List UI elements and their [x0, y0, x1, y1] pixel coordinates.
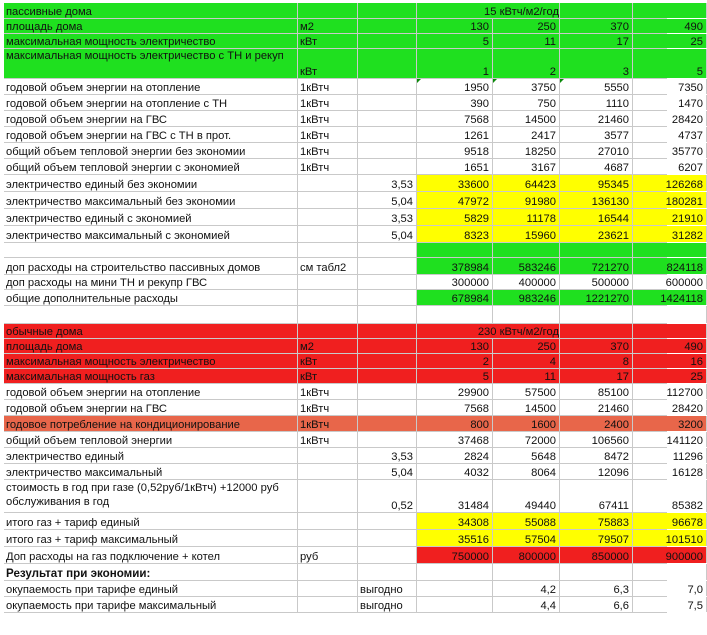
value-cell-130[interactable]: 2	[417, 354, 493, 368]
coef-cell[interactable]	[358, 143, 417, 158]
value-cell-370[interactable]: 106560	[560, 432, 633, 447]
row-label-cell[interactable]: окупаемость при тарифе единый	[4, 581, 298, 596]
coef-cell[interactable]	[358, 306, 417, 323]
value-cell-130[interactable]: 1261	[417, 127, 493, 142]
value-cell-490[interactable]: 96678	[633, 513, 707, 529]
table-row	[4, 209, 703, 226]
row-label-cell[interactable]: электричество единый без экономии	[4, 175, 298, 191]
value-cell-130[interactable]: 800	[417, 416, 493, 431]
unit-cell[interactable]	[298, 175, 358, 191]
value-cell-130[interactable]: 2824	[417, 448, 493, 463]
coef-cell[interactable]	[358, 547, 417, 563]
value-cell-370[interactable]: 12096	[560, 464, 633, 479]
value-cell-130[interactable]: 34308	[417, 513, 493, 529]
value-cell-250[interactable]: 11178	[493, 209, 560, 225]
table-row	[4, 464, 703, 480]
coef-cell[interactable]: 3,53	[358, 209, 417, 225]
value-cell-130[interactable]: 9518	[417, 143, 493, 158]
value-cell-250[interactable]: 1600	[493, 416, 560, 431]
coef-cell[interactable]	[358, 530, 417, 546]
coef-cell[interactable]	[358, 275, 417, 289]
row-label-cell[interactable]: годовой объем энергии на отопление с ТН	[4, 95, 298, 110]
value-cell-250[interactable]	[493, 306, 560, 323]
spacer-row	[4, 306, 667, 324]
coef-cell[interactable]	[358, 19, 417, 33]
value-cell-370[interactable]: 8472	[560, 448, 633, 463]
value-cell-250[interactable]: 64423	[493, 175, 560, 191]
unit-cell[interactable]	[298, 3, 358, 18]
value-cell-250[interactable]: 11	[493, 369, 560, 383]
coef-cell[interactable]	[358, 513, 417, 529]
row-label-cell[interactable]: общие дополнительные расходы	[4, 290, 298, 305]
coef-cell[interactable]	[358, 127, 417, 142]
value-cell-370[interactable]: 721270	[560, 258, 633, 274]
value-cell-490[interactable]: 7,5	[633, 597, 707, 612]
value-cell-370[interactable]: 79507	[560, 530, 633, 546]
row-label-cell[interactable]: площадь дома	[4, 339, 298, 353]
value-cell-130[interactable]: 1950	[417, 79, 493, 94]
table-row	[4, 34, 703, 49]
value-cell-490[interactable]: 31282	[633, 226, 707, 242]
value-cell-490[interactable]: 824118	[633, 258, 707, 274]
value-cell-370[interactable]: 6,6	[560, 597, 633, 612]
unit-cell[interactable]: 1кВтч	[298, 384, 358, 399]
unit-cell[interactable]: м2	[298, 19, 358, 33]
value-cell-250[interactable]	[493, 243, 560, 257]
value-cell-490[interactable]: 1470	[633, 95, 707, 110]
row-label-cell[interactable]: максимальная мощность газ	[4, 369, 298, 383]
regular-load-label[interactable]: 230 кВтч/м2/год	[417, 324, 560, 338]
table-row	[4, 19, 703, 34]
unit-cell[interactable]	[298, 243, 358, 257]
row-label-cell[interactable]: Доп расходы на газ подключение + котел	[4, 547, 298, 563]
value-cell-490[interactable]: 180281	[633, 192, 707, 208]
value-cell-250[interactable]: 583246	[493, 258, 560, 274]
value-cell-370[interactable]	[560, 243, 633, 257]
value-cell-130[interactable]: 37468	[417, 432, 493, 447]
value-cell-370[interactable]: 1221270	[560, 290, 633, 305]
value-cell-250[interactable]: 15960	[493, 226, 560, 242]
row-label-cell[interactable]: электричество максимальный с экономией	[4, 226, 298, 242]
value-cell-370[interactable]	[560, 306, 633, 323]
value-cell-370[interactable]	[633, 3, 707, 18]
value-cell-130[interactable]: 678984	[417, 290, 493, 305]
row-label-cell[interactable]: годовой объем энергии на отопление	[4, 79, 298, 94]
value-cell-370[interactable]: 17	[560, 369, 633, 383]
value-cell-250[interactable]: 2417	[493, 127, 560, 142]
unit-cell[interactable]: 1кВтч	[298, 111, 358, 126]
value-cell-250[interactable]: 14500	[493, 400, 560, 415]
coef-cell[interactable]: выгодно	[358, 581, 417, 596]
value-cell-370[interactable]: 3	[560, 49, 633, 78]
value-cell-130[interactable]: 750000	[417, 547, 493, 563]
value-cell-490[interactable]: 490	[633, 19, 707, 33]
regular-header-row	[4, 324, 667, 339]
unit-cell[interactable]	[298, 513, 358, 529]
coef-cell[interactable]	[358, 400, 417, 415]
value-cell-370[interactable]: 136130	[560, 192, 633, 208]
unit-cell[interactable]: 1кВтч	[298, 432, 358, 447]
value-cell-370[interactable]: 4687	[560, 159, 633, 174]
row-label-cell[interactable]: годовой объем энергии на ГВС	[4, 111, 298, 126]
value-cell-490[interactable]: 490	[633, 339, 707, 353]
value-cell-250[interactable]: 750	[493, 95, 560, 110]
unit-cell[interactable]: 1кВтч	[298, 159, 358, 174]
table-row	[4, 159, 703, 175]
table-row	[4, 448, 703, 464]
value-cell-250[interactable]: 18250	[493, 143, 560, 158]
value-cell-250[interactable]: 983246	[493, 290, 560, 305]
unit-cell[interactable]	[298, 597, 358, 612]
value-cell-490[interactable]: 35770	[633, 143, 707, 158]
value-cell-490[interactable]: 11296	[633, 448, 707, 463]
row-label-cell[interactable]: общий объем тепловой энергии с экономией	[4, 159, 298, 174]
value-cell-250[interactable]: 14500	[493, 111, 560, 126]
value-cell-370[interactable]: 6,3	[560, 581, 633, 596]
table-row	[4, 384, 703, 400]
value-cell-130[interactable]: 5	[417, 34, 493, 48]
table-row	[4, 143, 703, 159]
value-cell-370[interactable]: 23621	[560, 226, 633, 242]
coef-cell[interactable]: 5,04	[358, 226, 417, 242]
table-row	[4, 513, 703, 530]
coef-cell[interactable]: выгодно	[358, 597, 417, 612]
table-row	[4, 226, 703, 243]
coef-cell[interactable]	[358, 339, 417, 353]
table-row	[4, 127, 703, 143]
table-row	[4, 243, 667, 258]
row-label-cell[interactable]: годовой объем энергии на ГВС с ТН в прот.	[4, 127, 298, 142]
value-cell-130[interactable]: 29900	[417, 384, 493, 399]
unit-cell[interactable]	[298, 448, 358, 463]
row-label-cell[interactable]: электричество максимальный без экономии	[4, 192, 298, 208]
unit-cell[interactable]	[298, 226, 358, 242]
spreadsheet	[4, 3, 703, 613]
value-cell-490[interactable]: 28420	[633, 111, 707, 126]
table-row	[4, 581, 703, 597]
value-cell-130[interactable]: 378984	[417, 258, 493, 274]
table-row	[4, 111, 703, 127]
value-cell-250[interactable]: 2	[493, 49, 560, 78]
value-cell-490[interactable]	[633, 306, 707, 323]
value-cell-490[interactable]: 141120	[633, 432, 707, 447]
row-label-cell[interactable]: площадь дома	[4, 19, 298, 33]
unit-cell[interactable]: руб	[298, 547, 358, 563]
value-cell-490[interactable]: 7,0	[633, 581, 707, 596]
value-cell-490[interactable]: 28420	[633, 400, 707, 415]
coef-cell[interactable]	[358, 432, 417, 447]
value-cell-250[interactable]: 49440	[493, 480, 560, 512]
table-row	[4, 192, 703, 209]
row-label-cell[interactable]: максимальная мощность электричество	[4, 34, 298, 48]
unit-cell[interactable]: 1кВтч	[298, 143, 358, 158]
table-row	[4, 547, 703, 564]
result-title[interactable]: Результат при экономии:	[4, 564, 298, 580]
value-cell-250[interactable]: 55088	[493, 513, 560, 529]
coef-cell[interactable]	[358, 243, 417, 257]
value-cell-490[interactable]: 85382	[633, 480, 707, 512]
value-cell-370[interactable]: 67411	[560, 480, 633, 512]
value-cell-130[interactable]: 35516	[417, 530, 493, 546]
value-cell-370[interactable]: 16544	[560, 209, 633, 225]
value-cell-370[interactable]: 95345	[560, 175, 633, 191]
value-cell-250[interactable]: 3167	[493, 159, 560, 174]
table-row	[4, 480, 703, 513]
passive-load-label[interactable]: 15 кВтч/м2/год	[417, 3, 560, 18]
value-cell-130[interactable]	[417, 597, 493, 612]
unit-cell[interactable]	[298, 192, 358, 208]
value-cell-250[interactable]: 250	[493, 19, 560, 33]
value-cell-130[interactable]: 47972	[417, 192, 493, 208]
value-cell-250[interactable]: 4,4	[493, 597, 560, 612]
table-row	[4, 275, 703, 290]
value-cell-370[interactable]: 1110	[560, 95, 633, 110]
coef-cell[interactable]: 0,52	[358, 480, 417, 512]
table-row	[4, 339, 703, 354]
coef-cell[interactable]	[358, 49, 417, 78]
unit-cell[interactable]: 1кВтч	[298, 127, 358, 142]
regular-rows	[4, 339, 703, 564]
unit-cell[interactable]: 1кВтч	[298, 400, 358, 415]
value-cell-370[interactable]: 500000	[560, 275, 633, 289]
value-cell-130[interactable]	[417, 306, 493, 323]
value-cell-250[interactable]: 5648	[493, 448, 560, 463]
unit-cell[interactable]: м2	[298, 339, 358, 353]
unit-cell[interactable]	[298, 209, 358, 225]
coef-cell[interactable]: 3,53	[358, 175, 417, 191]
coef-cell[interactable]	[358, 369, 417, 383]
table-row	[4, 400, 703, 416]
unit-cell[interactable]: 1кВтч	[298, 79, 358, 94]
value-cell-250[interactable]: 4	[493, 354, 560, 368]
row-label-cell[interactable]: стоимость в год при газе (0,52руб/1кВтч) +12000 руб обслуживания в год	[4, 480, 298, 512]
value-cell-130[interactable]	[417, 581, 493, 596]
value-cell-130[interactable]: 8323	[417, 226, 493, 242]
value-cell-130[interactable]: 31484	[417, 480, 493, 512]
value-cell-130[interactable]: 130	[417, 339, 493, 353]
value-cell-370[interactable]: 8	[560, 354, 633, 368]
value-cell-490[interactable]	[633, 564, 707, 580]
row-label-cell[interactable]: максимальная мощность электричество	[4, 354, 298, 368]
row-label-cell[interactable]: годовое потребление на кондиционирование	[4, 416, 298, 431]
value-cell-490[interactable]: 7350	[633, 79, 707, 94]
value-cell-250[interactable]: 8064	[493, 464, 560, 479]
value-cell-130[interactable]: 5829	[417, 209, 493, 225]
value-cell-250[interactable]: 91980	[493, 192, 560, 208]
value-cell-490[interactable]: 21910	[633, 209, 707, 225]
coef-cell[interactable]	[358, 324, 417, 338]
unit-cell[interactable]	[298, 564, 358, 580]
coef-cell[interactable]	[358, 564, 417, 580]
value-cell-370[interactable]	[560, 564, 633, 580]
row-label-cell[interactable]: итого газ + тариф максимальный	[4, 530, 298, 546]
value-cell-370[interactable]: 2400	[560, 416, 633, 431]
coef-cell[interactable]: 3,53	[358, 448, 417, 463]
row-label-cell[interactable]: электричество единый с экономией	[4, 209, 298, 225]
row-label-cell[interactable]: общий объем тепловой энергии без экономии	[4, 143, 298, 158]
value-cell-250[interactable]: 57504	[493, 530, 560, 546]
value-cell-490[interactable]: 1424118	[633, 290, 707, 305]
value-cell-250[interactable]	[560, 324, 633, 338]
table-row	[4, 354, 703, 369]
value-cell-250[interactable]: 11	[493, 34, 560, 48]
unit-cell[interactable]	[298, 324, 358, 338]
row-label-cell[interactable]: доп расходы на строительство пассивных домов	[4, 258, 298, 274]
row-label-cell[interactable]: электричество максимальный	[4, 464, 298, 479]
table-row	[4, 369, 703, 384]
value-cell-490[interactable]	[633, 243, 707, 257]
value-cell-130[interactable]: 1651	[417, 159, 493, 174]
value-cell-250[interactable]: 72000	[493, 432, 560, 447]
table-row	[4, 530, 703, 547]
unit-cell[interactable]	[298, 275, 358, 289]
value-cell-250[interactable]: 57500	[493, 384, 560, 399]
value-cell-370[interactable]: 850000	[560, 547, 633, 563]
value-cell-490[interactable]: 3200	[633, 416, 707, 431]
value-cell-370[interactable]: 27010	[560, 143, 633, 158]
passive-header-row	[4, 3, 667, 19]
value-cell-490[interactable]: 6207	[633, 159, 707, 174]
coef-cell[interactable]	[358, 416, 417, 431]
row-label-cell[interactable]: годовой объем энергии на отопление	[4, 384, 298, 399]
unit-cell[interactable]: кВт	[298, 354, 358, 368]
coef-cell[interactable]: 5,04	[358, 464, 417, 479]
value-cell-250[interactable]	[560, 3, 633, 18]
value-cell-370[interactable]: 5550	[560, 79, 633, 94]
value-cell-130[interactable]	[417, 243, 493, 257]
value-cell-490[interactable]: 4737	[633, 127, 707, 142]
unit-cell[interactable]	[298, 290, 358, 305]
value-cell-370[interactable]: 21460	[560, 111, 633, 126]
value-cell-370[interactable]: 3577	[560, 127, 633, 142]
value-cell-130[interactable]: 7568	[417, 111, 493, 126]
unit-cell[interactable]	[298, 581, 358, 596]
unit-cell[interactable]: кВт	[298, 49, 358, 78]
value-cell-250[interactable]: 4,2	[493, 581, 560, 596]
unit-cell[interactable]: кВт	[298, 369, 358, 383]
value-cell-370[interactable]: 370	[560, 339, 633, 353]
row-label-cell[interactable]: общий объем тепловой энергии	[4, 432, 298, 447]
value-cell-250[interactable]	[493, 564, 560, 580]
value-cell-490[interactable]: 101510	[633, 530, 707, 546]
unit-cell[interactable]	[298, 480, 358, 512]
value-cell-490[interactable]: 16	[633, 354, 707, 368]
row-label-cell[interactable]	[4, 243, 298, 257]
unit-cell[interactable]: см табл2	[298, 258, 358, 274]
value-cell-250[interactable]: 3750	[493, 79, 560, 94]
value-cell-490[interactable]: 900000	[633, 547, 707, 563]
coef-cell[interactable]	[358, 354, 417, 368]
unit-cell[interactable]: кВт	[298, 34, 358, 48]
table-row	[4, 258, 703, 275]
coef-cell[interactable]: 5,04	[358, 192, 417, 208]
regular-section-label[interactable]: обычные дома	[4, 324, 298, 338]
value-cell-490[interactable]: 112700	[633, 384, 707, 399]
value-cell-490[interactable]: 5	[633, 49, 707, 78]
coef-cell[interactable]	[358, 111, 417, 126]
unit-cell[interactable]	[298, 530, 358, 546]
value-cell-490[interactable]: 16128	[633, 464, 707, 479]
coef-cell[interactable]	[358, 34, 417, 48]
table-row	[4, 49, 703, 79]
value-cell-370[interactable]: 85100	[560, 384, 633, 399]
row-label-cell[interactable]: годовой объем энергии на ГВС	[4, 400, 298, 415]
value-cell-250[interactable]: 800000	[493, 547, 560, 563]
value-cell-250[interactable]: 400000	[493, 275, 560, 289]
row-label-cell[interactable]: доп расходы на мини ТН и рекупр ГВС	[4, 275, 298, 289]
value-cell-130[interactable]	[417, 564, 493, 580]
table-row	[4, 79, 703, 95]
coef-cell[interactable]	[358, 95, 417, 110]
value-cell-130[interactable]: 130	[417, 19, 493, 33]
value-cell-130[interactable]: 300000	[417, 275, 493, 289]
table-row	[4, 597, 703, 613]
unit-cell[interactable]	[298, 464, 358, 479]
value-cell-490[interactable]: 126268	[633, 175, 707, 191]
row-label-cell[interactable]: электричество единый	[4, 448, 298, 463]
coef-cell[interactable]	[358, 79, 417, 94]
coef-cell[interactable]	[358, 3, 417, 18]
coef-cell[interactable]	[358, 258, 417, 274]
coef-cell[interactable]	[358, 384, 417, 399]
value-cell-490[interactable]: 25	[633, 34, 707, 48]
value-cell-130[interactable]: 33600	[417, 175, 493, 191]
value-cell-370[interactable]	[633, 324, 707, 338]
passive-rows	[4, 19, 703, 306]
result-title-row	[4, 564, 667, 581]
value-cell-490[interactable]: 25	[633, 369, 707, 383]
table-row	[4, 432, 703, 448]
row-label-cell[interactable]	[4, 306, 298, 323]
value-cell-130[interactable]: 5	[417, 369, 493, 383]
value-cell-130[interactable]: 7568	[417, 400, 493, 415]
value-cell-130[interactable]: 4032	[417, 464, 493, 479]
unit-cell[interactable]: 1кВтч	[298, 416, 358, 431]
row-label-cell[interactable]: максимальная мощность электричество с ТН и рекуп	[4, 49, 298, 78]
passive-section-label[interactable]: пассивные дома	[4, 3, 298, 18]
value-cell-490[interactable]: 600000	[633, 275, 707, 289]
table-row	[4, 95, 703, 111]
table-row	[4, 175, 703, 192]
table-row	[4, 416, 703, 432]
unit-cell[interactable]: 1кВтч	[298, 95, 358, 110]
table-row	[4, 290, 703, 306]
value-cell-370[interactable]: 75883	[560, 513, 633, 529]
value-cell-250[interactable]: 250	[493, 339, 560, 353]
row-label-cell[interactable]: окупаемость при тарифе максимальный	[4, 597, 298, 612]
coef-cell[interactable]	[358, 159, 417, 174]
coef-cell[interactable]	[358, 290, 417, 305]
unit-cell[interactable]	[298, 306, 358, 323]
value-cell-130[interactable]: 1	[417, 49, 493, 78]
value-cell-130[interactable]: 390	[417, 95, 493, 110]
value-cell-370[interactable]: 21460	[560, 400, 633, 415]
row-label-cell[interactable]: итого газ + тариф единый	[4, 513, 298, 529]
value-cell-370[interactable]: 17	[560, 34, 633, 48]
value-cell-370[interactable]: 370	[560, 19, 633, 33]
result-rows	[4, 581, 703, 613]
